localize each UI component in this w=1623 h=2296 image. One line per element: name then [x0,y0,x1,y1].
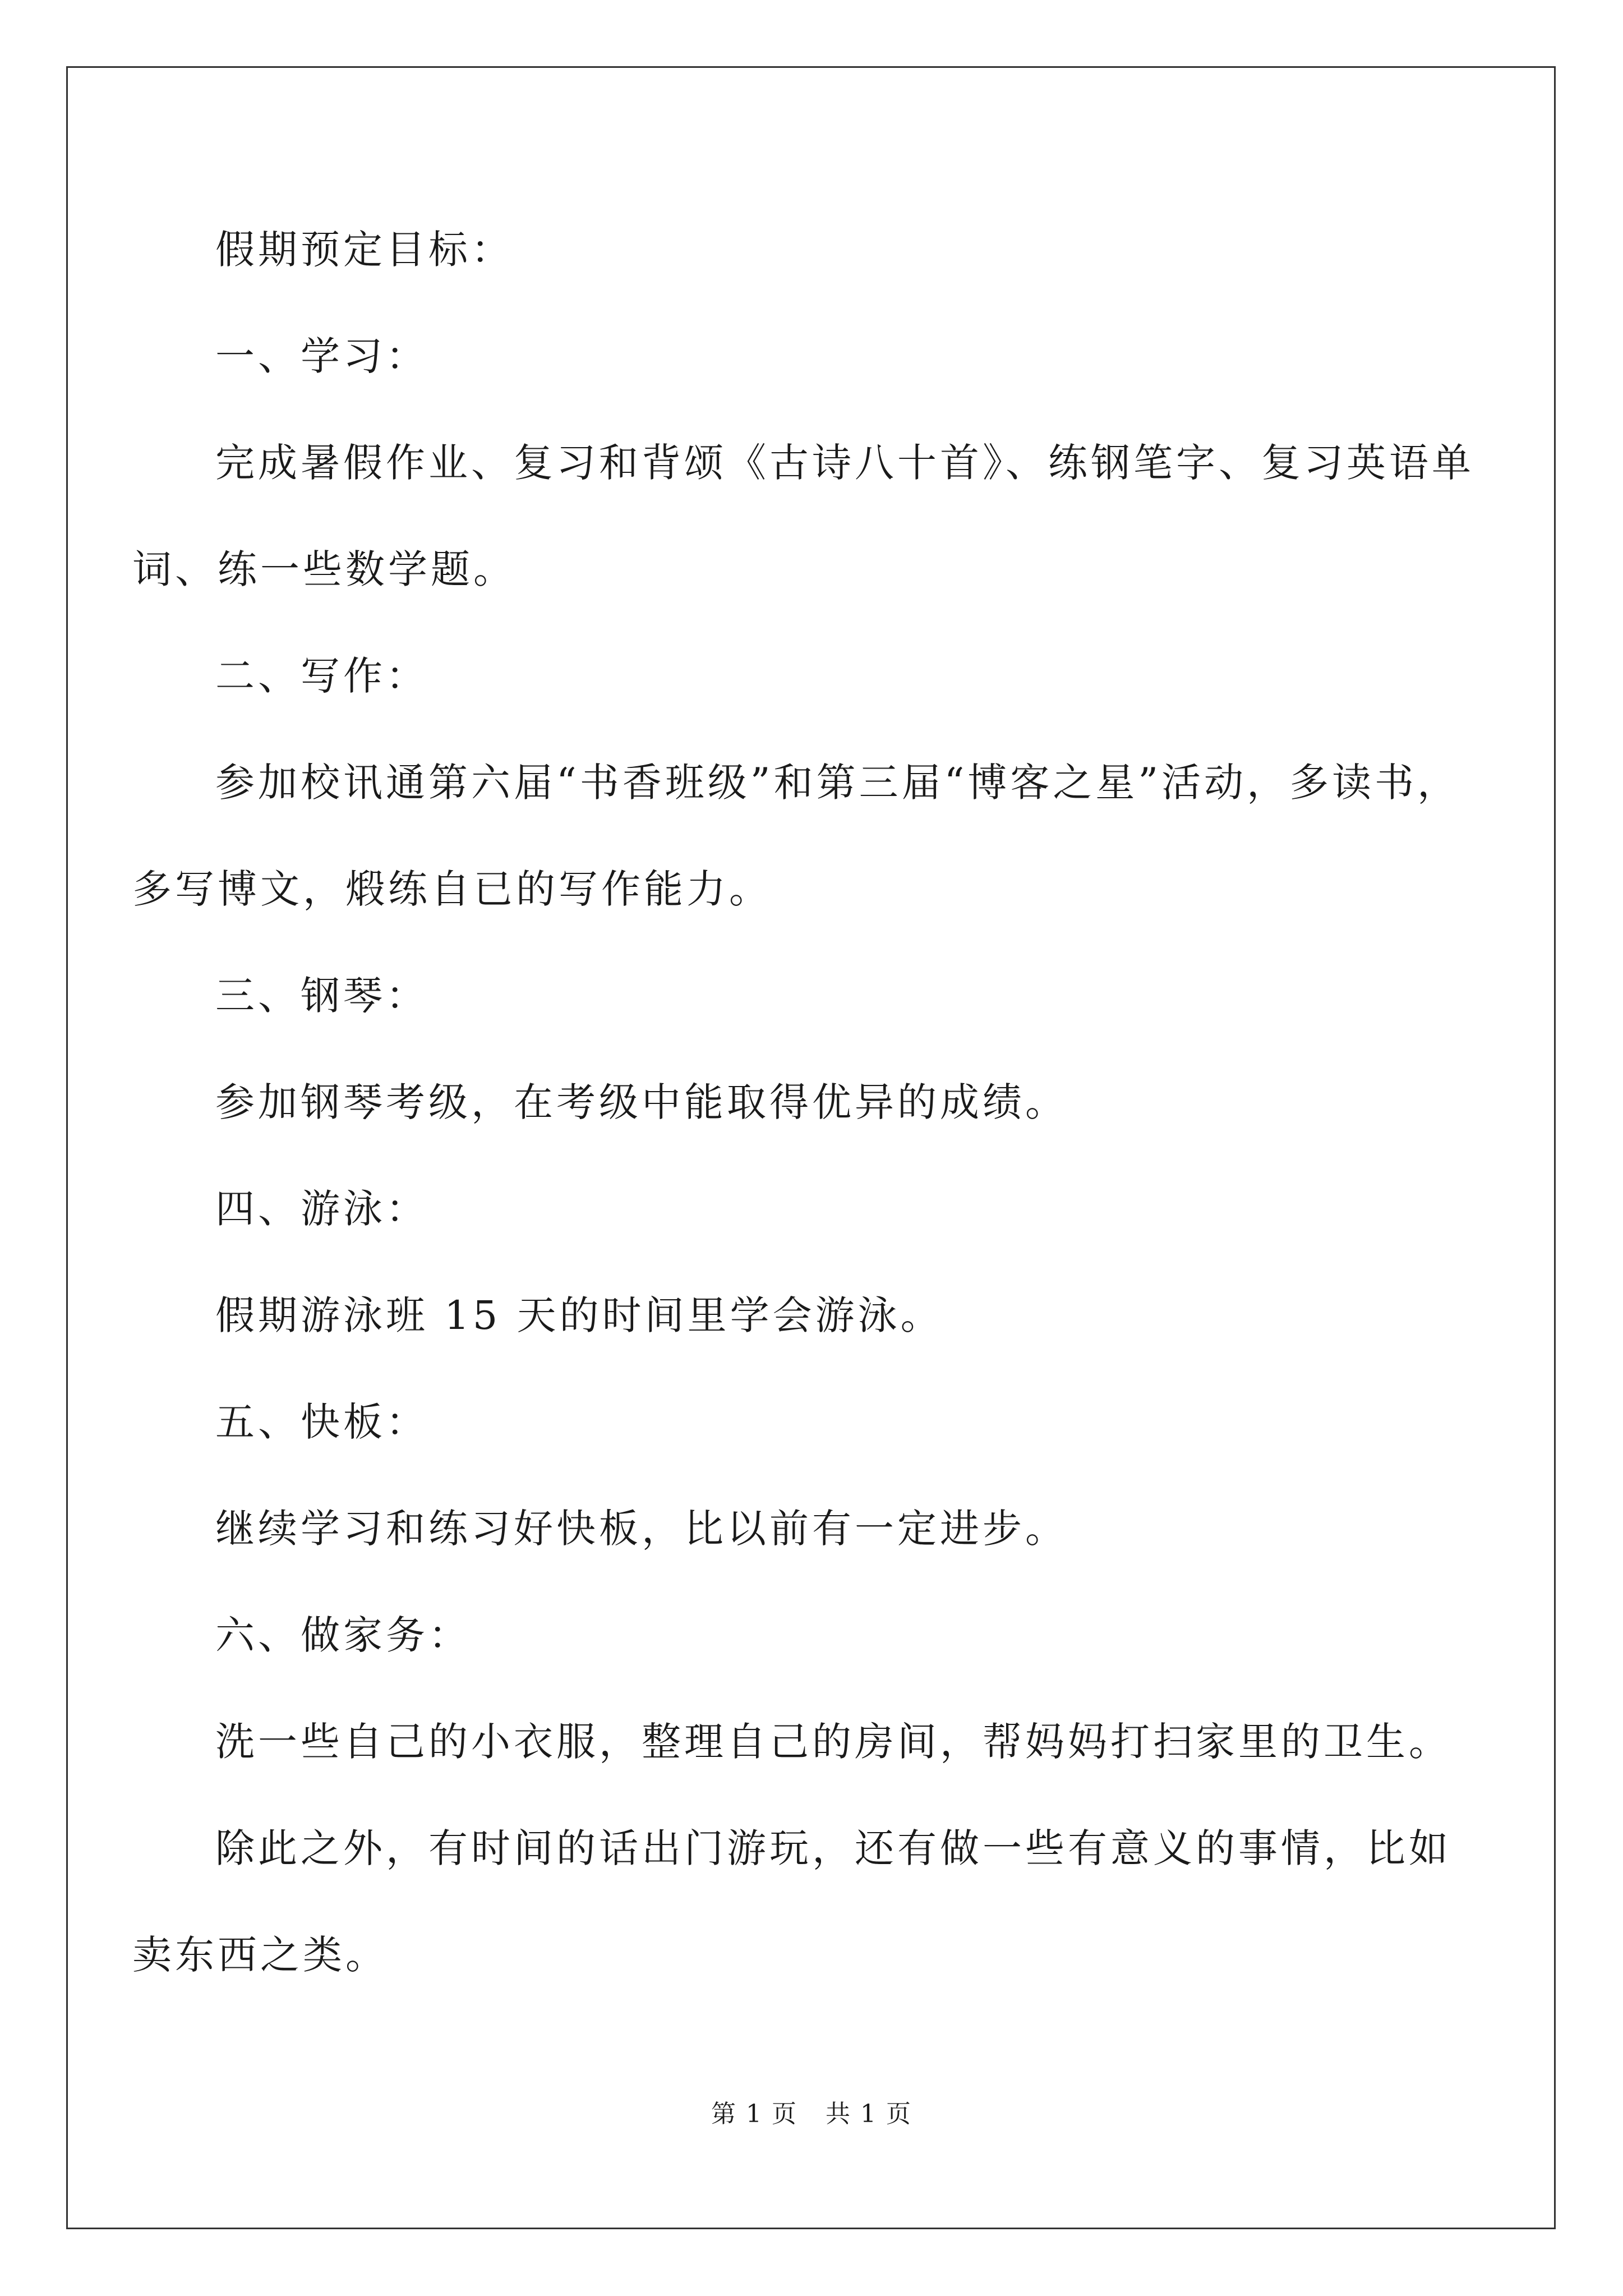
closing-paragraph: 除此之外，有时间的话出门游玩，还有做一些有意义的事情，比如卖东西之类。 [132,1825,1451,1978]
section-study-body: 完成暑假作业、复习和背颂《古诗八十首》、练钢笔字、复习英语单词、练一些数学题。 [132,440,1474,592]
section-piano-body: 参加钢琴考级，在考级中能取得优异的成绩。 [215,1079,1068,1125]
section-writing-heading: 二、写作： [215,653,428,699]
section-housework-heading: 六、做家务： [215,1612,471,1658]
section-study-heading: 一、学习： [215,333,428,379]
section-piano-heading: 三、钢琴： [215,973,428,1019]
goal-heading: 假期预定目标： [215,227,514,273]
page-footer [0,2093,1623,2129]
section-writing-body: 参加校讯通第六届“书香班级”和第三届“博客之星”活动，多读书，多写博文，煅练自已的写作能力。 [132,760,1460,912]
section-kuaiban-body: 继续学习和练习好快板，比以前有一定进步。 [215,1506,1068,1552]
section-kuaiban-heading: 五、快板： [215,1399,428,1445]
section-swimming-heading: 四、游泳： [215,1186,428,1232]
section-housework-body: 洗一些自己的小衣服，整理自己的房间，帮妈妈打扫家里的卫生。 [215,1719,1451,1765]
page-number-current: 第 1 页 [711,2100,797,2128]
section-swimming-body: 假期游泳班 15 天的时间里学会游泳。 [215,1292,943,1338]
page-number-total: 共 1 页 [826,2100,912,2128]
